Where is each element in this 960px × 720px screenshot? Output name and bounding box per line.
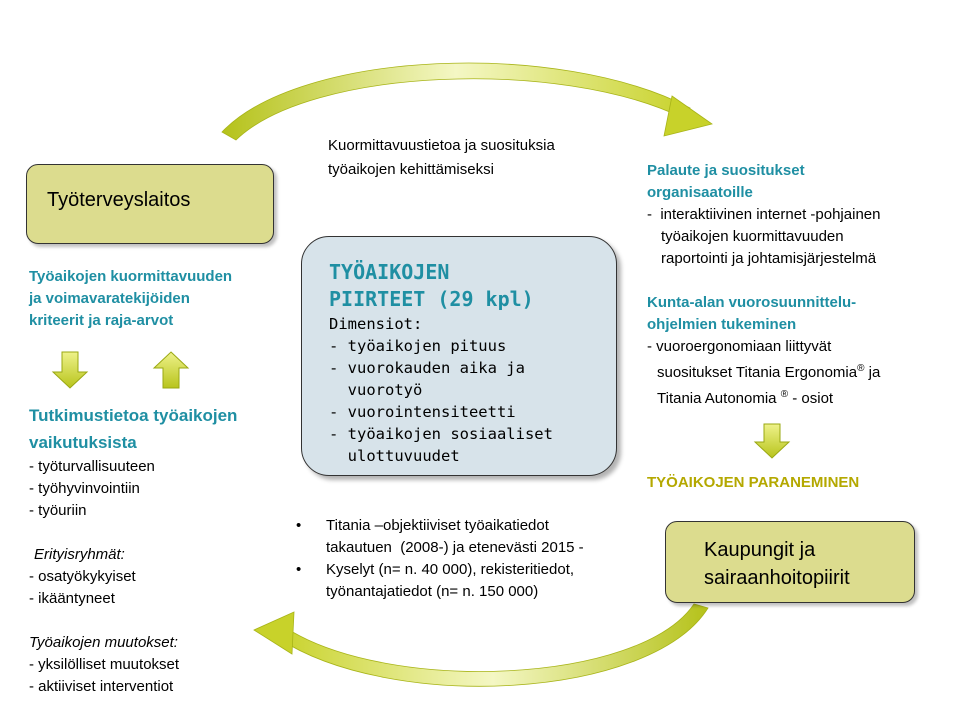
left-column bbox=[29, 266, 289, 698]
kaupungit-box bbox=[665, 521, 915, 603]
research-heading bbox=[29, 402, 289, 456]
changes-title: Työaikojen muutokset: bbox=[29, 634, 178, 651]
feedback-item: - interaktiivinen internet -pohjainen bbox=[647, 206, 881, 223]
special-title: Erityisryhmät: bbox=[34, 546, 125, 563]
special-item: - ikääntyneet bbox=[29, 590, 115, 607]
research-item: - työturvallisuuteen bbox=[29, 458, 155, 475]
bottom-curved-arrow bbox=[254, 604, 708, 686]
top-curved-arrow bbox=[222, 63, 712, 140]
support-line3-tail: - osiot bbox=[788, 390, 834, 407]
feedback-list bbox=[647, 204, 957, 270]
criteria-heading bbox=[29, 266, 289, 332]
top-text-line2: työaikojen kehittämiseksi bbox=[328, 161, 494, 178]
support-line3-text: Titania Autonomia bbox=[657, 390, 781, 407]
bullet-line: Kyselyt (n= n. 40 000), rekisteritiedot, bbox=[326, 561, 575, 578]
registered-mark: ® bbox=[857, 363, 865, 374]
center-title-line1: TYÖAIKOJEN bbox=[329, 260, 450, 284]
research-title-line2: vaikutuksista bbox=[29, 433, 137, 452]
bullet-symbol: • bbox=[296, 517, 302, 534]
changes-item: - aktiiviset interventiot bbox=[29, 678, 174, 695]
criteria-line3: kriteerit ja raja-arvot bbox=[29, 312, 174, 329]
data-sources-list bbox=[296, 515, 584, 603]
center-dim-label: Dimensiot: bbox=[329, 315, 423, 333]
research-list bbox=[29, 456, 289, 522]
criteria-line2: ja voimavaratekijöiden bbox=[29, 290, 190, 307]
worktime-changes bbox=[29, 632, 289, 698]
feedback-title-line1: Palaute ja suositukset bbox=[647, 162, 805, 179]
support-line2-text: suositukset Titania Ergonomia bbox=[657, 364, 858, 381]
center-dim-item: - vuorointensiteetti bbox=[329, 403, 516, 421]
tyoterveyslaitos-box bbox=[26, 164, 274, 244]
center-title-line2: PIIRTEET (29 kpl) bbox=[329, 287, 534, 311]
bullet-line: takautuen (2008-) ja etenevästi 2015 - bbox=[326, 539, 584, 556]
kaupungit-label-line2: sairaanhoitopiirit bbox=[704, 567, 850, 589]
right-down-arrow bbox=[755, 424, 789, 458]
data-source-item bbox=[296, 515, 584, 559]
center-dim-item: - työaikojen sosiaaliset bbox=[329, 425, 553, 443]
registered-mark: ® bbox=[780, 389, 789, 400]
research-item: - työuriin bbox=[29, 502, 87, 519]
center-dim-item: ulottuvuudet bbox=[329, 447, 460, 465]
center-features-box bbox=[301, 236, 617, 476]
bullet-line: työnantajatiedot (n= n. 150 000) bbox=[326, 583, 539, 600]
kaupungit-label-line1: Kaupungit ja bbox=[704, 539, 816, 561]
support-list bbox=[647, 336, 957, 410]
tyoterveyslaitos-label: Työterveyslaitos bbox=[47, 189, 191, 211]
outcome-text: TYÖAIKOJEN PARANEMINEN bbox=[647, 474, 860, 491]
support-line2-tail: ja bbox=[864, 364, 881, 381]
top-text-line1: Kuormittavuustietoa ja suosituksia bbox=[328, 137, 555, 154]
feedback-heading bbox=[647, 160, 957, 204]
support-line2 bbox=[647, 358, 957, 384]
criteria-line1: Työaikojen kuormittavuuden bbox=[29, 268, 233, 285]
support-title-line2: ohjelmien tukeminen bbox=[647, 316, 797, 333]
right-column bbox=[647, 160, 957, 491]
feedback-title-line2: organisaatoille bbox=[647, 184, 753, 201]
top-feedback-text bbox=[328, 134, 555, 182]
feedback-item: raportointi ja johtamisjärjestelmä bbox=[661, 250, 877, 267]
support-heading bbox=[647, 292, 957, 336]
support-line3 bbox=[647, 384, 957, 410]
feedback-item: työaikojen kuormittavuuden bbox=[661, 228, 844, 245]
bullet-line: Titania –objektiiviset työaikatiedot bbox=[326, 517, 549, 534]
center-dim-item: - työaikojen pituus bbox=[329, 337, 507, 355]
data-source-item bbox=[296, 559, 584, 603]
support-title-line1: Kunta-alan vuorosuunnittelu- bbox=[647, 294, 857, 311]
bullet-symbol: • bbox=[296, 561, 302, 578]
center-dim-item: - vuorokauden aika ja bbox=[329, 359, 525, 377]
special-groups bbox=[29, 544, 289, 610]
research-item: - työhyvinvointiin bbox=[29, 480, 140, 497]
support-line1: - vuoroergonomiaan liittyvät bbox=[647, 338, 832, 355]
center-dim-item: vuorotyö bbox=[329, 381, 423, 399]
changes-item: - yksilölliset muutokset bbox=[29, 656, 180, 673]
special-item: - osatyökykyiset bbox=[29, 568, 136, 585]
research-title-line1: Tutkimustietoa työaikojen bbox=[29, 406, 238, 425]
